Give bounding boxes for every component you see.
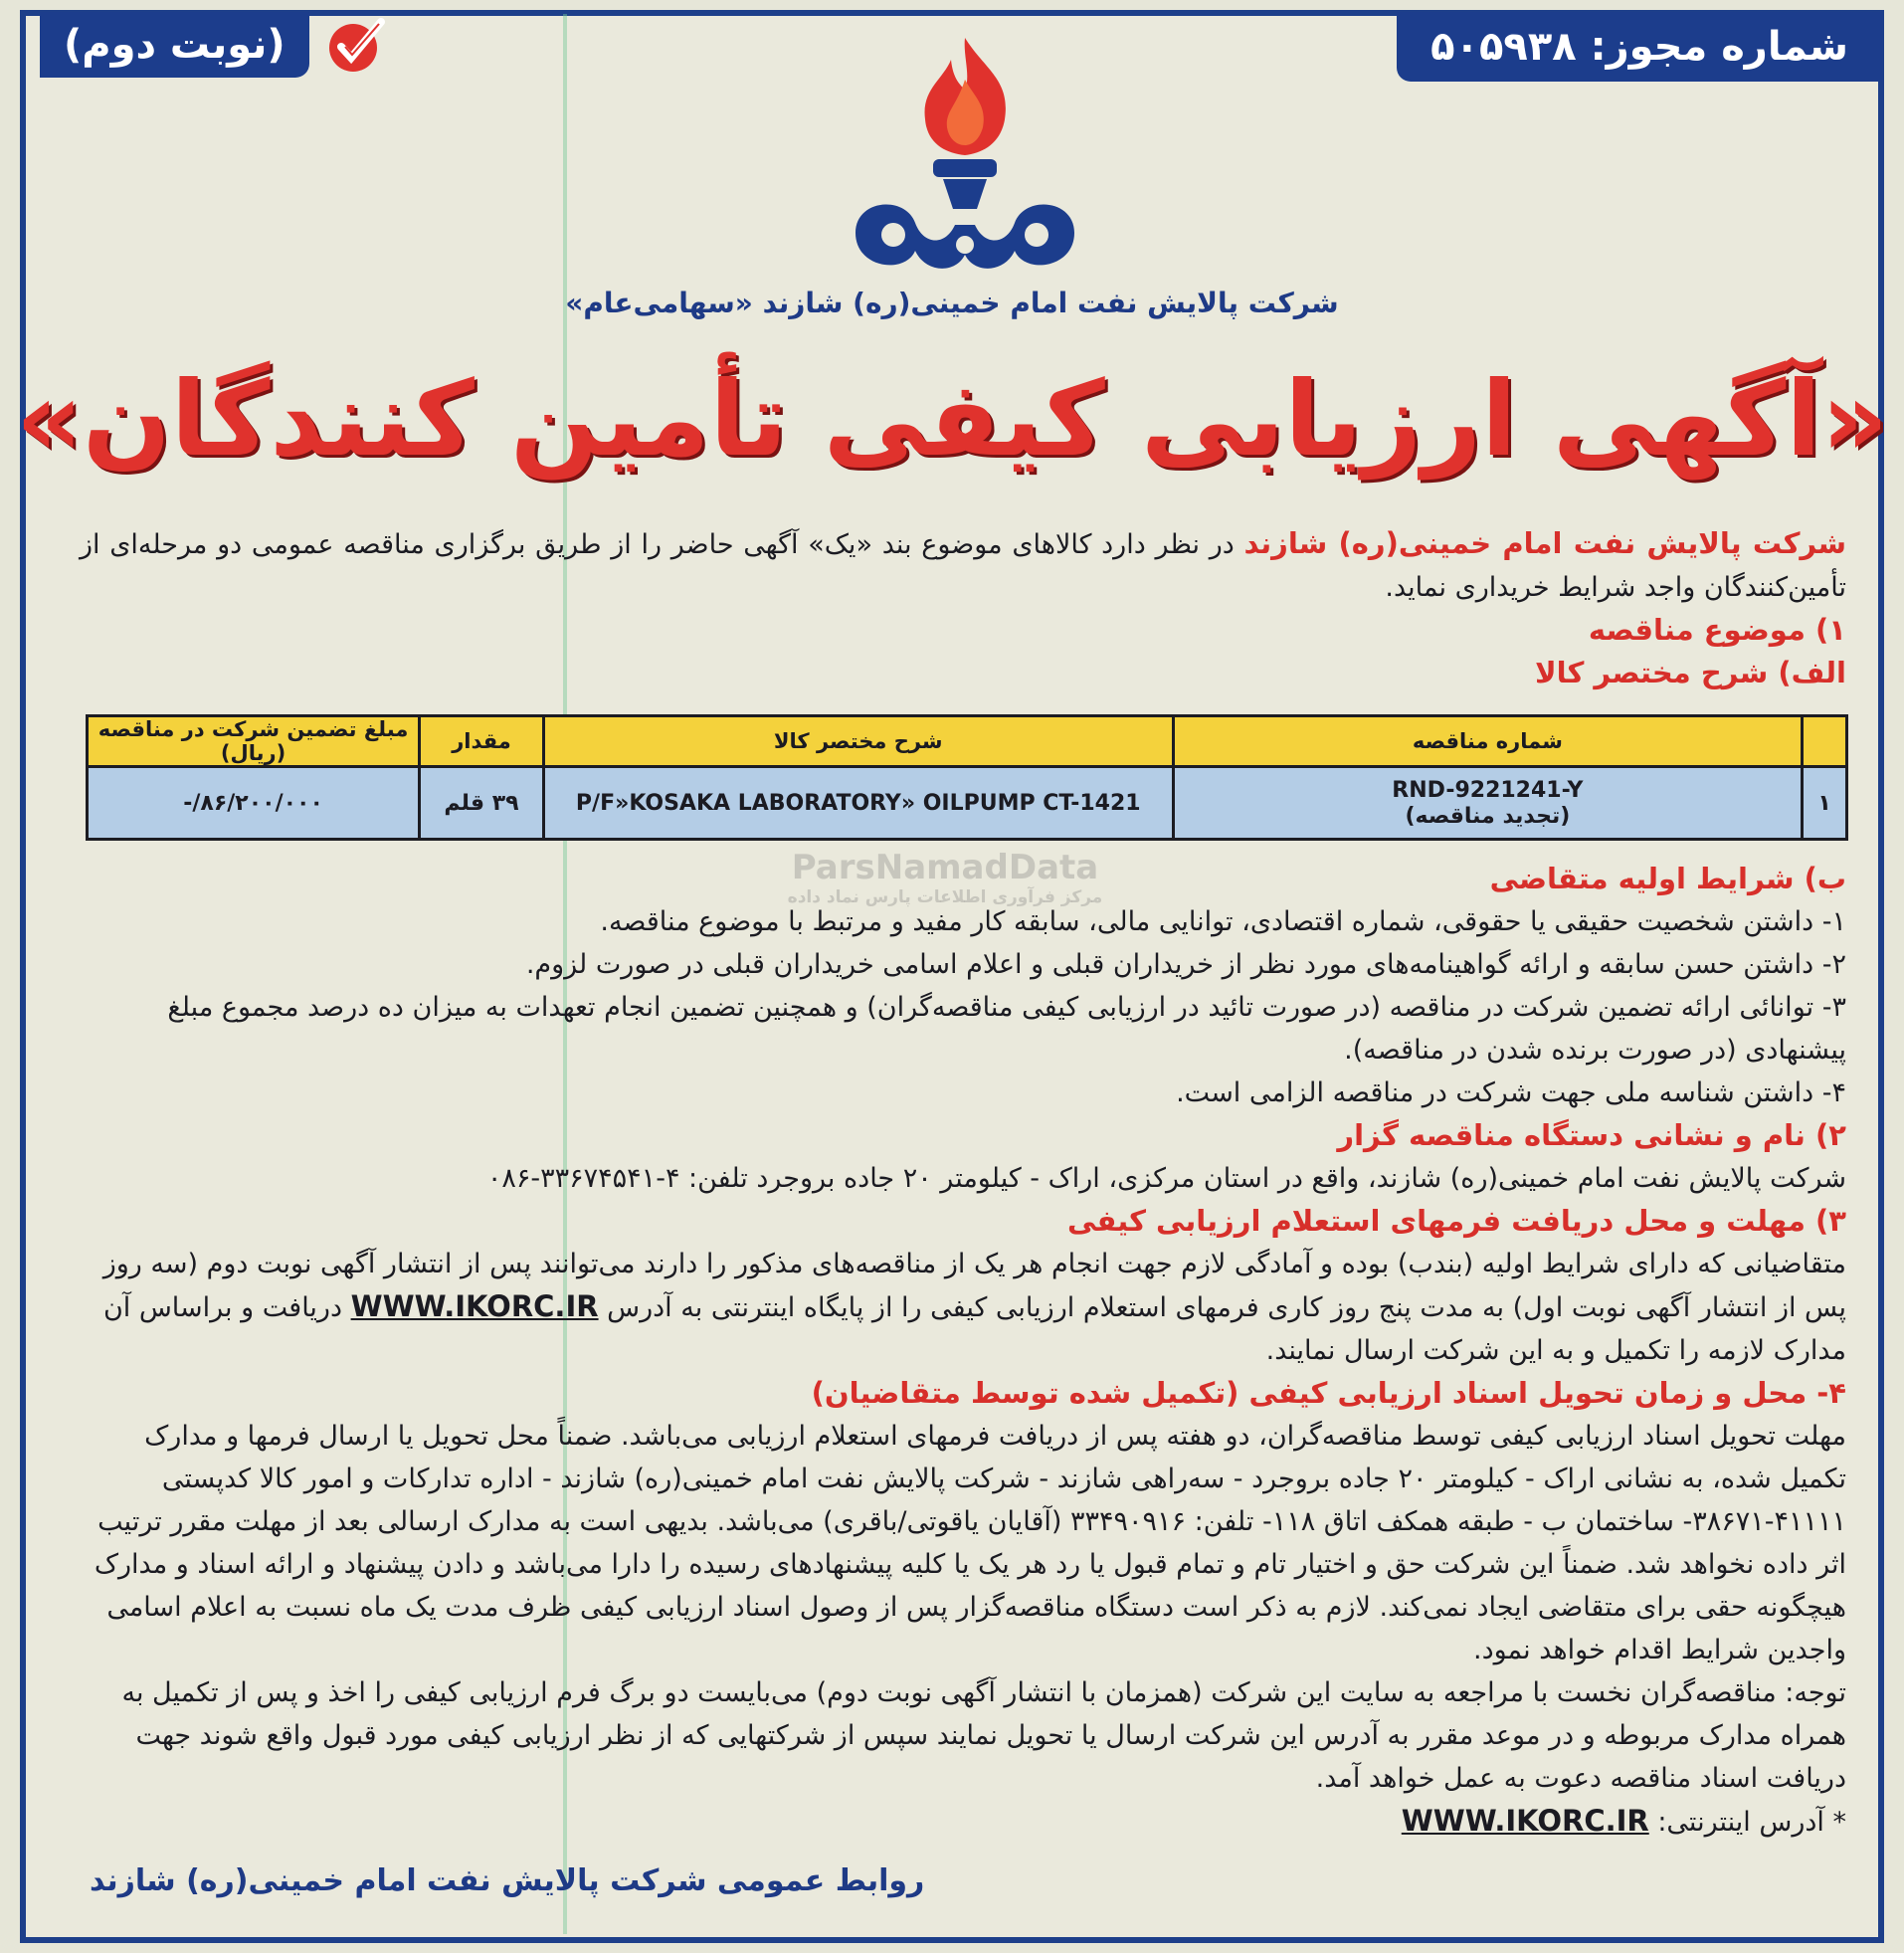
cell-description: P/F»KOSAKA LABORATORY» OILPUMP CT-1421	[543, 767, 1173, 840]
conditions-title: ب) شرایط اولیه متقاضی	[1489, 862, 1846, 895]
cell-index: ۱	[1803, 767, 1847, 840]
intro-company: شرکت پالایش نفت امام خمینی(ره) شازند	[1243, 526, 1846, 560]
watermark-main: ParsNamadData	[791, 848, 1099, 887]
col-header-quantity: مقدار	[420, 716, 544, 767]
checkmark-icon	[323, 12, 389, 78]
condition-item: ۲- داشتن حسن سابقه و ارائه گواهینامه‌های مورد نظر از خریداران قبلی و اعلام اسامی خریداران قبلی در صورت لزوم.	[525, 949, 1846, 980]
section3-text	[80, 1243, 1846, 1372]
company-logo	[816, 20, 1114, 289]
cell-tender-number	[1173, 767, 1802, 840]
section3-text-before: متقاضیانی که دارای شرایط اولیه (بندب) بوده و آمادگی لازم جهت انجام هر یک از مناقصه‌های مذکور را دارند می‌توانند پس از انتشار آگهی نوبت دوم (سه روز پس از انتشار آگهی نوبت اول) به مدت پنج روز کاری فرمهای استعلام ارزیابی کیفی را از پایگاه اینترنتی به آدرس	[102, 1249, 1846, 1323]
condition-item: ۱- داشتن شخصیت حقیقی یا حقوقی، شماره اقتصادی، توانایی مالی، سابقه کار مفید و مرتبط با موضوع مناقصه.	[600, 906, 1846, 937]
section1-title: ۱) موضوع مناقصه	[1588, 613, 1846, 647]
col-header-tender-number: شماره مناقصه	[1173, 716, 1802, 767]
tender-note: (تجدید مناقصه)	[1405, 803, 1571, 829]
condition-item: ۴- داشتن شناسه ملی جهت شرکت در مناقصه الزامی است.	[1176, 1077, 1846, 1108]
permit-number: شماره مجوز: ۵۰۵۹۳۸	[1397, 12, 1882, 82]
col-header-description: شرح مختصر کالا	[543, 716, 1173, 767]
conditions-section	[80, 858, 1846, 1844]
intro-section	[80, 522, 1846, 694]
tender-code: RND-9221241-Y	[1392, 777, 1584, 803]
note-site-label: * آدرس اینترنتی:	[1648, 1807, 1846, 1838]
cell-guarantee: ۸۶/۲۰۰/۰۰۰/-	[88, 767, 420, 840]
section4-title: ۴- محل و زمان تحویل اسناد ارزیابی کیفی (تکمیل شده توسط متقاضیان)	[811, 1376, 1846, 1410]
table-row	[88, 767, 1847, 840]
table-header-row	[88, 716, 1847, 767]
section2-title: ۲) نام و نشانی دستگاه مناقصه گزار	[1337, 1118, 1846, 1152]
website-link[interactable]: WWW.IKORC.IR	[350, 1289, 599, 1323]
note-text: توجه: مناقصه‌گران نخست با مراجعه به سایت این شرکت (همزمان با انتشار آگهی نوبت دوم) می‌بایست دو برگ فرم ارزیابی کیفی را اخذ و پس از تکمیل به همراه مدارک مربوطه و در موعد مقرر به آدرس این شرکت ارسال یا تحویل نمایند سپس از شرکتهایی که از نظر ارزیابی کیفی مورد قبول واقع شوند جهت دریافت اسناد مناقصه دعوت به عمل خواهد آمد.	[121, 1677, 1846, 1794]
section2-text: شرکت پالایش نفت امام خمینی(ره) شازند، واقع در استان مرکزی، اراک - کیلومتر ۲۰ جاده بروجرد تلفن: ۴-۳۳۶۷۴۵۴۱-۰۸۶	[486, 1163, 1846, 1194]
goods-table	[86, 714, 1848, 841]
note-site-line	[80, 1800, 1846, 1844]
footer-signature: روابط عمومی شرکت پالایش نفت امام خمینی(ره) شازند	[90, 1863, 925, 1898]
section4-text: مهلت تحویل اسناد ارزیابی کیفی توسط مناقصه‌گران، دو هفته پس از دریافت فرمهای استعلام ارزیابی می‌باشد. ضمناً محل تحویل یا ارسال فرمها و مدارک تکمیل شده، به نشانی اراک - کیلومتر ۲۰ جاده بروجرد - سه‌راهی شازند - شرکت پالایش نفت امام خمینی(ره) شازند - اداره تدارکات و امور کالا کدپستی ۴۱۱۱۱-۳۸۶۷۱- ساختمان ب - طبقه همکف اتاق ۱۱۸- تلفن: ۳۳۴۹۰۹۱۶ (آقایان یاقوتی/باقری) می‌باشد. بدیهی است به مدارک ارسالی بعد از مهلت مقرر ترتیب اثر داده نخواهد شد. ضمناً این شرکت حق و اختیار تام و تمام قبول یا رد هر یک یا کلیه پیشنهادهای رسیده را دارا می‌باشد و دادن پیشنهاد و ارائه اسناد و مدارک هیچگونه حقی برای متقاضی ایجاد نمی‌کند. لازم به ذکر است دستگاه مناقصه‌گزار پس از وصول اسناد ارزیابی کیفی ظرف مدت یک ماه نسبت به اعلام اسامی واجدین شرایط اقدام خواهد نمود.	[94, 1421, 1846, 1665]
section1-subtitle: الف) شرح مختصر کالا	[1534, 656, 1846, 689]
col-header-index	[1803, 716, 1847, 767]
section3-text-after: دریافت و براساس آن مدارک لازمه را تکمیل و به این شرکت ارسال نمایند.	[102, 1292, 1846, 1366]
intro-text: در نظر دارد کالاهای موضوع بند «یک» آگهی حاضر را از طریق برگزاری مناقصه عمومی دو مرحله‌ای از تأمین‌کنندگان واجد شرایط خریداری نماید.	[80, 529, 1846, 603]
section3-title: ۳) مهلت و محل دریافت فرمهای استعلام ارزیابی کیفی	[1067, 1204, 1846, 1238]
intro-paragraph	[80, 522, 1846, 609]
note-site-link[interactable]: WWW.IKORC.IR	[1401, 1804, 1649, 1838]
condition-item: ۳- توانائی ارائه تضمین شرکت در مناقصه (در صورت تائید در ارزیابی کیفی مناقصه‌گران) و همچنین تضمین انجام تعهدات به میزان ده درصد مجموع مبلغ پیشنهادی (در صورت برنده شدن در مناقصه).	[167, 992, 1846, 1066]
col-header-guarantee: مبلغ تضمین شرکت در مناقصه (ریال)	[88, 716, 420, 767]
logo-caption: شرکت پالایش نفت امام خمینی(ره) شازند «سهامی‌عام»	[565, 287, 1339, 319]
round-label: (نوبت دوم)	[40, 12, 309, 78]
headline: «آگهی ارزیابی کیفی تأمین کنندگان»	[15, 358, 1889, 480]
round-badge	[40, 12, 389, 78]
cell-quantity: ۳۹ قلم	[420, 767, 544, 840]
watermark-sub: مرکز فرآوری اطلاعات پارس نماد داده	[787, 887, 1103, 907]
